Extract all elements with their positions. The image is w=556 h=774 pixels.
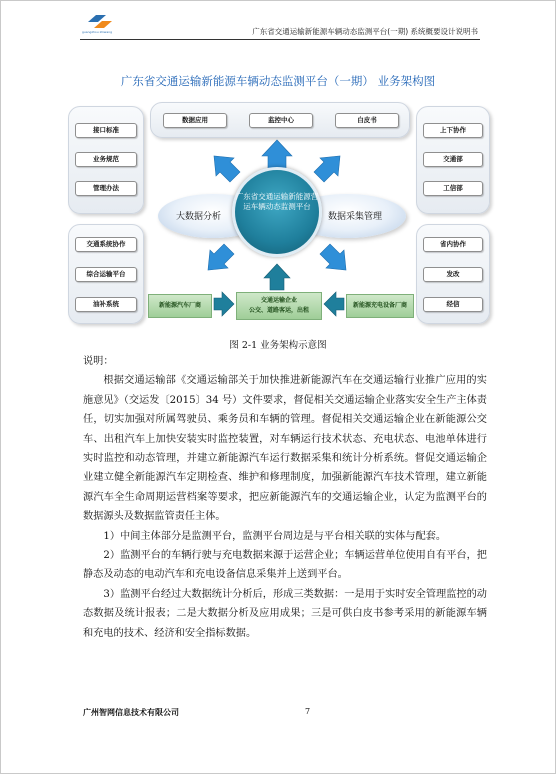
right-box-ndrc: 发改 [423, 267, 483, 282]
right-box-miit: 工信部 [423, 181, 483, 196]
right-box-up-down-collab: 上下协作 [423, 123, 483, 138]
ev-manufacturer-box: 新能源汽车厂商 [148, 294, 212, 318]
monitoring-platform-label: 广东省交通运输新能源营运车辆动态监测平台 [235, 192, 319, 211]
top-box-monitoring-center: 监控中心 [249, 113, 313, 128]
right-box-provincial-collab: 省内协作 [423, 237, 483, 252]
page-header [80, 12, 480, 40]
body-paragraph-1: 根据交通运输部《交通运输部关于加快推进新能源汽车在交通运输行业推广应用的实施意见》（交运发〔2015〕34 号）文件要求，督促相关交通运输企业落实安全生产主体责任，切实加强对所属驾驶员、乘务员和车辆的管理。督促相关交通运输企业在新能源公交车、出租汽车上加快安装实时监控装置，对车辆运行技术状态、充电状态、电池单体进行实时监控和动态管理，并建立新能源汽车运行数据采集和统计分析系统。督促交通运输企业建立健全新能源汽车定期检查、维护和修理制度，加强新能源汽车技术管理，建立新能源汽车全生命周期运营档案等要求，把应新能源汽车的交通运输企业，认定为监测平台的数据源头及数据监管责任主体。 [83, 375, 487, 523]
left-box-management-method: 管理办法 [75, 181, 137, 196]
right-box-ministry-transport: 交通部 [423, 152, 483, 167]
left-box-transport-collab: 交通系统协作 [75, 237, 137, 252]
left-box-integrated-platform: 综合运输平台 [75, 267, 137, 282]
logo-caption: guangzhou zhiwang [82, 30, 113, 34]
company-logo [82, 12, 118, 36]
big-data-analysis-label: 大数据分析 [176, 212, 222, 222]
footer-page-number: 7 [305, 707, 311, 716]
figure-caption: 图 2-1 业务架构示意图 [229, 340, 327, 351]
top-box-data-application: 数据应用 [163, 113, 227, 128]
transport-enterprise-box [236, 292, 322, 320]
top-box-white-paper: 白皮书 [335, 113, 399, 128]
body-paragraph-2: 1）中间主体部分是监测平台，监测平台周边是与平台相关联的实体与配套。 [103, 530, 447, 542]
monitoring-platform-circle [232, 167, 322, 257]
transport-enterprise-line1: 交通运输企业 [260, 297, 297, 304]
transport-enterprise-line2: 公交、道路客运，出租 [248, 307, 309, 314]
body-paragraph-3: 2）监测平台的车辆行驶与充电数据来源于运营企业；车辆运营单位使用自有平台，把静态及动态的电动汽车和充电设备信息采集并上送到平台。 [83, 550, 487, 581]
left-box-business-spec: 业务规范 [75, 152, 137, 167]
footer-company: 广州智网信息技术有限公司 [83, 707, 179, 717]
body-label: 说明： [83, 356, 114, 367]
architecture-diagram [66, 98, 492, 330]
right-box-economy-info: 经信 [423, 297, 483, 312]
charging-manufacturer-box: 新能源充电设备厂商 [346, 294, 414, 318]
left-box-fuel-subsidy: 油补系统 [75, 297, 137, 312]
diagram-title: 广东省交通运输新能源车辆动态监测平台（一期） 业务架构图 [120, 74, 436, 88]
data-collection-label: 数据采集管理 [328, 212, 383, 222]
left-box-interface-standard: 接口标准 [75, 123, 137, 138]
body-paragraph-4: 3）监测平台经过大数据统计分析后，形成三类数据：一是用于实时安全管理监控的动态数据及统计报表；二是大数据分析及应用成果；三是可供白皮书参考采用的新能源车辆和充电的技术、经济和安全指标数据。 [83, 588, 487, 639]
header-title: 广东省交通运输新能源车辆动态监测平台(一期) 系统概要设计说明书 [252, 27, 478, 36]
body-text [83, 352, 487, 643]
